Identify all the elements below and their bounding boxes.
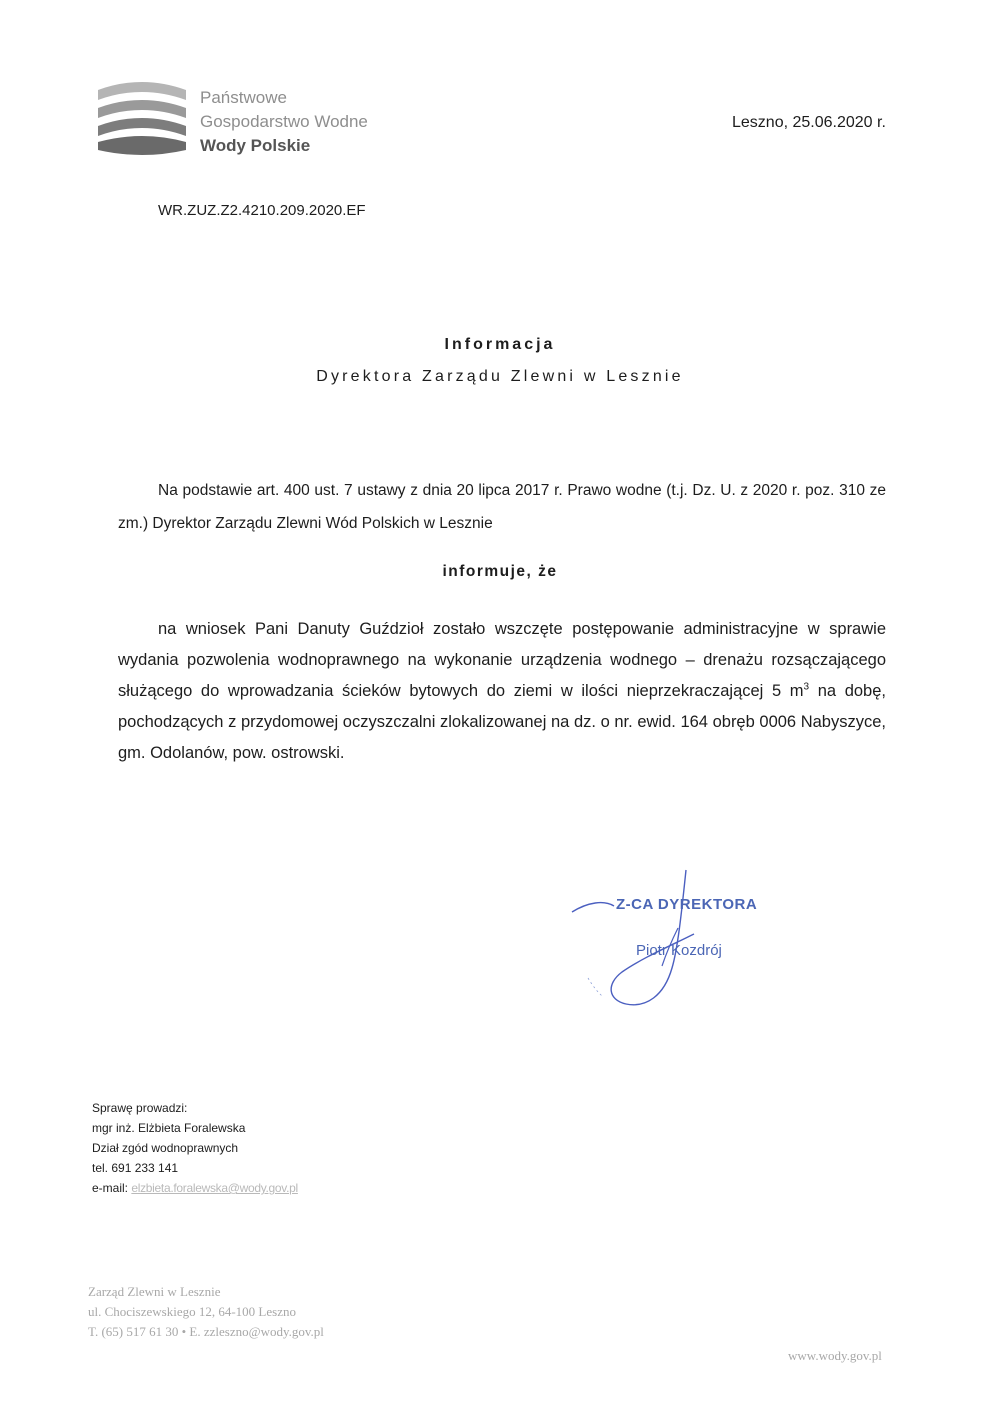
document-date: Leszno, 25.06.2020 r. <box>732 114 886 131</box>
footer-line-2: ul. Chociszewskiego 12, 64-100 Leszno <box>88 1304 296 1319</box>
reference-number: WR.ZUZ.Z2.4210.209.2020.EF <box>158 202 366 219</box>
document-title: Informacja <box>444 336 556 353</box>
footer-address <box>88 1282 324 1342</box>
logo <box>96 80 416 170</box>
informs-heading: informuje, że <box>442 563 558 580</box>
wody-polskie-logo-icon <box>96 80 188 160</box>
contact-email-row <box>92 1178 298 1198</box>
contact-phone: tel. 691 233 141 <box>92 1161 179 1175</box>
stamp-title: Z-CA DYREKTORA <box>616 896 758 913</box>
logo-line-2: Gospodarstwo Wodne <box>200 112 368 131</box>
contact-line-1: Sprawę prowadzi: <box>92 1101 188 1115</box>
contact-email-label: e-mail: <box>92 1181 129 1195</box>
footer-line-3: T. (65) 517 61 30 • E. zzleszno@wody.gov.pl <box>88 1324 324 1339</box>
footer-website-link[interactable]: www.wody.gov.pl <box>788 1348 882 1363</box>
intro-paragraph: Na podstawie art. 400 ust. 7 ustawy z dnia 20 lipca 2017 r. Prawo wodne (t.j. Dz. U. z 2020 r. poz. 310 ze zm.) Dyrektor Zarządu Zlewni Wód Polskich w Lesznie <box>118 482 886 532</box>
logo-line-1: Państwowe <box>200 88 287 107</box>
body-superscript: 3 <box>803 681 810 693</box>
stamp-name: Piotr Kozdrój <box>636 942 722 959</box>
logo-line-3: Wody Polskie <box>200 136 311 155</box>
contact-line-2: mgr inż. Elżbieta Foralewska <box>92 1121 246 1135</box>
body-part-1: na wniosek Pani Danuty Guździoł zostało wszczęte postępowanie administracyjne w sprawie wydania pozwolenia wodnoprawnego na wykonanie urządzenia wodnego – drenażu rozsączającego służącego do wprowadzania ścieków bytowych do ziemi w ilości nieprzekraczającej 5 m <box>118 620 886 700</box>
document-subtitle: Dyrektora Zarządu Zlewni w Lesznie <box>316 368 684 385</box>
contact-block <box>92 1098 298 1198</box>
body-part-2: na dobę, pochodzących z przydomowej oczyszczalni zlokalizowanej na dz. o nr. ewid. 164 obręb 0006 Nabyszyce, gm. Odolanów, pow. ostrowski. <box>118 682 886 762</box>
contact-email-link[interactable]: elzbieta.foralewska@wody.gov.pl <box>131 1181 298 1195</box>
signature-stamp <box>568 868 788 1018</box>
logo-text <box>200 86 368 158</box>
body-paragraph <box>118 614 886 769</box>
footer-line-1: Zarząd Zlewni w Lesznie <box>88 1284 221 1299</box>
contact-line-3: Dział zgód wodnoprawnych <box>92 1141 239 1155</box>
